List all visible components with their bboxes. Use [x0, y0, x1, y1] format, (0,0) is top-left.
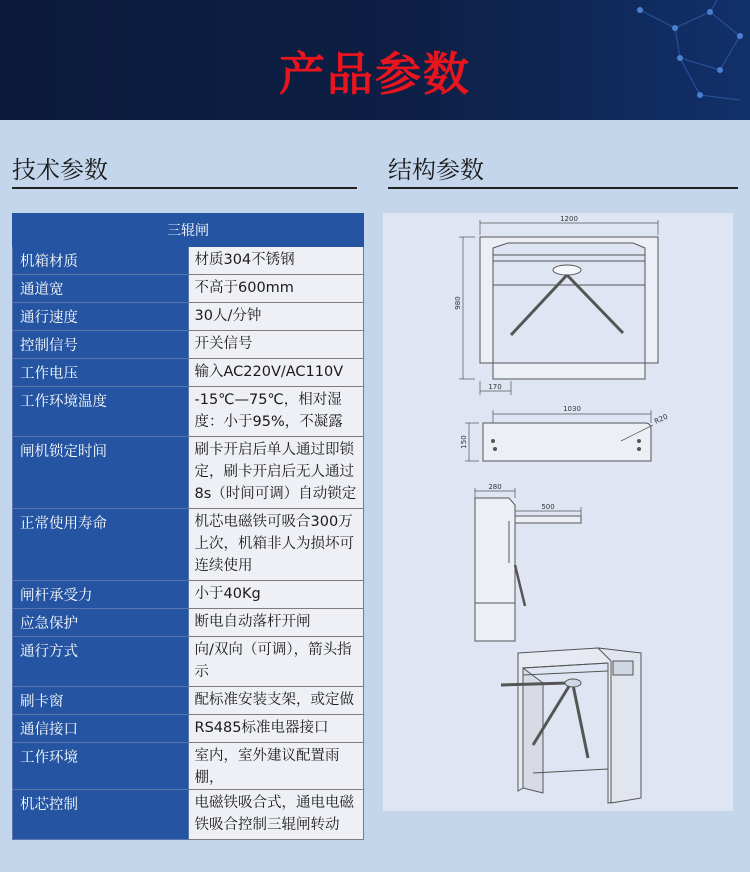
side-depth-label: 280 [488, 483, 502, 491]
table-row [13, 275, 364, 303]
structure-heading-divider [388, 187, 738, 189]
top-view-drawing [465, 410, 653, 461]
spec-key: 工作环境温度 [13, 387, 189, 437]
front-width-label: 1200 [560, 215, 578, 223]
spec-value: -15℃—75℃，相对湿度：小于95%，不凝露 [188, 387, 364, 437]
tech-params-heading: 技术参数 [12, 156, 108, 184]
spec-value: 电磁铁吸合式，通电电磁铁吸合控制三辊闸转动 [188, 790, 364, 840]
structure-diagram-panel [383, 213, 733, 811]
tech-heading-divider [12, 187, 357, 189]
spec-value: 30人/分钟 [188, 303, 364, 331]
spec-value: RS485标准电器接口 [188, 715, 364, 743]
top-corner-label: R20 [653, 412, 670, 426]
table-row [13, 609, 364, 637]
spec-key: 闸机锁定时间 [13, 437, 189, 509]
spec-key: 工作环境 [13, 743, 189, 790]
spec-table [12, 213, 364, 840]
table-row [13, 359, 364, 387]
front-height-label: 980 [454, 296, 462, 310]
spec-value: 刷卡开启后单人通过即锁定，刷卡开启后无人通过8s（时间可调）自动锁定 [188, 437, 364, 509]
spec-key: 通信接口 [13, 715, 189, 743]
spec-key: 应急保护 [13, 609, 189, 637]
spec-key: 通行方式 [13, 637, 189, 687]
page-title: 产品参数 [279, 47, 471, 101]
base-offset-label: 170 [488, 383, 502, 391]
table-row [13, 509, 364, 581]
table-row [13, 331, 364, 359]
spec-value: 室内，室外建议配置雨棚， [188, 743, 364, 790]
spec-key: 工作电压 [13, 359, 189, 387]
perspective-view-drawing [501, 648, 641, 803]
spec-value: 不高于600mm [188, 275, 364, 303]
spec-key: 正常使用寿命 [13, 509, 189, 581]
arm-length-label: 500 [541, 503, 555, 511]
spec-value: 机芯电磁铁可吸合300万上次，机箱非人为损坏可连续使用 [188, 509, 364, 581]
spec-key: 通行速度 [13, 303, 189, 331]
spec-key: 通道宽 [13, 275, 189, 303]
table-row [13, 247, 364, 275]
spec-table-header: 三辊闸 [13, 214, 364, 247]
spec-value: 开关信号 [188, 331, 364, 359]
spec-value: 配标准安装支架，或定做 [188, 687, 364, 715]
table-row [13, 387, 364, 437]
spec-value: 材质304不锈钢 [188, 247, 364, 275]
table-row [13, 687, 364, 715]
spec-value: 向/双向（可调），箭头指示 [188, 637, 364, 687]
front-view-drawing [459, 220, 658, 395]
table-row [13, 437, 364, 509]
table-row [13, 303, 364, 331]
spec-value: 断电自动落杆开闸 [188, 609, 364, 637]
spec-key: 刷卡窗 [13, 687, 189, 715]
spec-value: 小于40Kg [188, 581, 364, 609]
table-row [13, 715, 364, 743]
spec-key: 机箱材质 [13, 247, 189, 275]
structure-params-heading: 结构参数 [388, 156, 484, 184]
table-row [13, 743, 364, 790]
spec-key: 控制信号 [13, 331, 189, 359]
side-view-drawing [475, 488, 581, 641]
spec-key: 机芯控制 [13, 790, 189, 840]
table-row [13, 581, 364, 609]
table-row [13, 790, 364, 840]
top-depth-label: 150 [460, 435, 468, 449]
top-length-label: 1030 [563, 405, 581, 413]
spec-value: 输入AC220V/AC110V [188, 359, 364, 387]
header-banner [0, 0, 750, 120]
spec-key: 闸杆承受力 [13, 581, 189, 609]
turnstile-drawings [383, 213, 733, 811]
table-row [13, 637, 364, 687]
